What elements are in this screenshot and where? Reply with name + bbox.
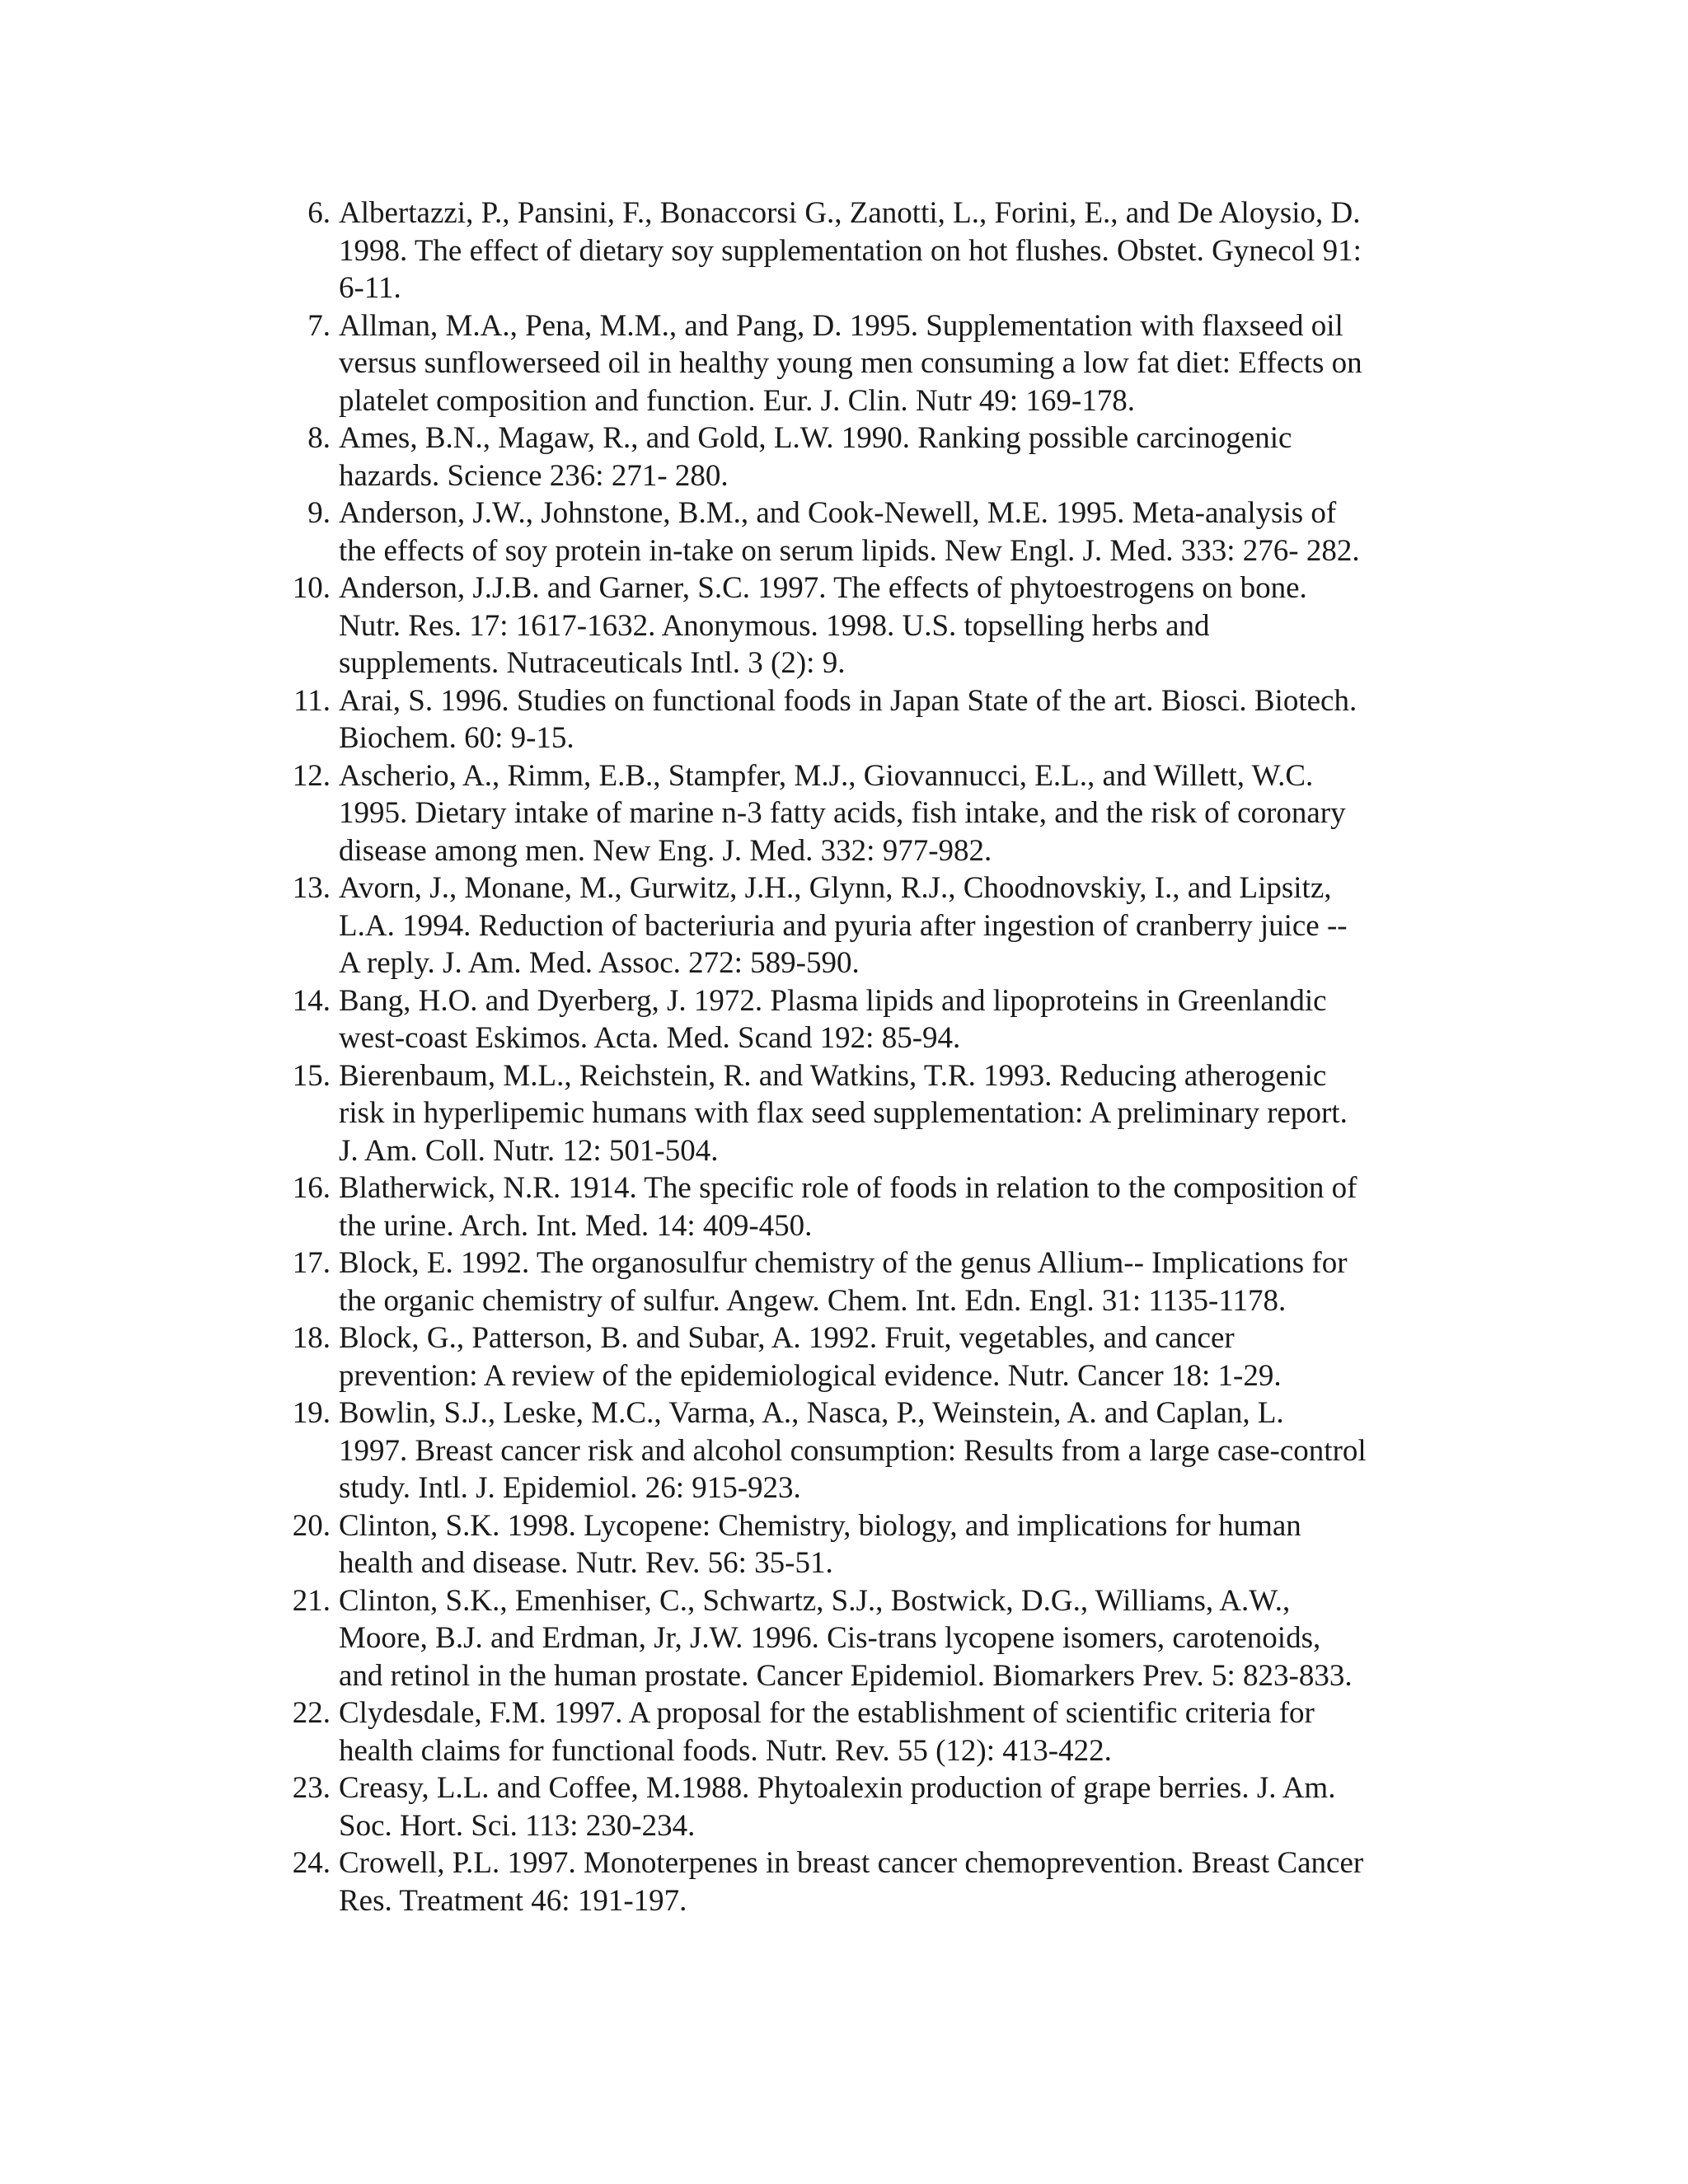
reference-item [274, 569, 1438, 682]
reference-number: 15. [292, 1058, 331, 1093]
reference-line: study. Intl. J. Epidemiol. 26: 915-923. [339, 1471, 801, 1505]
reference-line: 6-11. [339, 271, 401, 305]
reference-number: 20. [292, 1508, 331, 1543]
reference-list [274, 194, 1438, 1919]
reference-line: J. Am. Coll. Nutr. 12: 501-504. [339, 1133, 719, 1168]
reference-text [339, 1169, 1438, 1244]
reference-number: 11. [293, 683, 331, 718]
reference-text [339, 869, 1438, 982]
reference-line: hazards. Science 236: 271- 280. [339, 458, 729, 493]
reference-item [274, 1394, 1438, 1507]
reference-text [339, 682, 1438, 757]
reference-number: 12. [292, 758, 331, 793]
reference-text [339, 307, 1438, 420]
reference-line: Nutr. Res. 17: 1617-1632. Anonymous. 1998. U.S. topselling herbs and [339, 608, 1210, 643]
reference-line: Ascherio, A., Rimm, E.B., Stampfer, M.J., Giovannucci, E.L., and Willett, W.C. [339, 758, 1314, 793]
reference-item [274, 757, 1438, 870]
reference-line: Allman, M.A., Pena, M.M., and Pang, D. 1995. Supplementation with flaxseed oil [339, 308, 1343, 343]
reference-line: Bierenbaum, M.L., Reichstein, R. and Watkins, T.R. 1993. Reducing atherogenic [339, 1058, 1327, 1093]
reference-number: 23. [292, 1771, 331, 1805]
reference-item [274, 194, 1438, 307]
reference-item [274, 1844, 1438, 1919]
reference-item [274, 1244, 1438, 1319]
reference-item [274, 982, 1438, 1057]
reference-line: Anderson, J.W., Johnstone, B.M., and Cook-Newell, M.E. 1995. Meta-analysis of [339, 496, 1337, 530]
reference-text [339, 419, 1438, 494]
reference-line: Soc. Hort. Sci. 113: 230-234. [339, 1808, 696, 1843]
reference-text [339, 1057, 1438, 1170]
reference-line: Blatherwick, N.R. 1914. The specific role of foods in relation to the composition of [339, 1171, 1357, 1205]
reference-line: Arai, S. 1996. Studies on functional foods in Japan State of the art. Biosci. Biotech. [339, 683, 1357, 718]
reference-item [274, 1057, 1438, 1170]
reference-number: 6. [307, 196, 331, 230]
reference-text [339, 757, 1438, 870]
reference-line: health claims for functional foods. Nutr. Rev. 55 (12): 413-422. [339, 1733, 1112, 1768]
reference-line: A reply. J. Am. Med. Assoc. 272: 589-590. [339, 946, 860, 980]
reference-line: versus sunflowerseed oil in healthy young men consuming a low fat diet: Effects on [339, 346, 1362, 380]
reference-item [274, 1507, 1438, 1582]
reference-line: the organic chemistry of sulfur. Angew. Chem. Int. Edn. Engl. 31: 1135-1178. [339, 1283, 1287, 1318]
reference-text [339, 1582, 1438, 1695]
reference-line: Clinton, S.K., Emenhiser, C., Schwartz, S.J., Bostwick, D.G., Williams, A.W., [339, 1583, 1291, 1618]
reference-line: Clinton, S.K. 1998. Lycopene: Chemistry, biology, and implications for human [339, 1508, 1301, 1543]
reference-number: 13. [292, 871, 331, 905]
reference-item [274, 494, 1438, 569]
reference-line: the urine. Arch. Int. Med. 14: 409-450. [339, 1208, 813, 1243]
reference-item [274, 1769, 1438, 1844]
reference-line: risk in hyperlipemic humans with flax seed supplementation: A preliminary report. [339, 1096, 1348, 1130]
reference-line: Anderson, J.J.B. and Garner, S.C. 1997. The effects of phytoestrogens on bone. [339, 571, 1307, 605]
reference-line: health and disease. Nutr. Rev. 56: 35-51. [339, 1546, 833, 1580]
reference-text [339, 982, 1438, 1057]
reference-line: disease among men. New Eng. J. Med. 332: 977-982. [339, 833, 992, 868]
reference-text [339, 569, 1438, 682]
reference-number: 24. [292, 1846, 331, 1880]
reference-line: Bang, H.O. and Dyerberg, J. 1972. Plasma lipids and lipoproteins in Greenlandic [339, 983, 1327, 1018]
reference-line: Ames, B.N., Magaw, R., and Gold, L.W. 1990. Ranking possible carcinogenic [339, 421, 1292, 455]
reference-number: 16. [292, 1171, 331, 1205]
reference-line: west-coast Eskimos. Acta. Med. Scand 192: 85-94. [339, 1021, 961, 1055]
reference-line: L.A. 1994. Reduction of bacteriuria and pyuria after ingestion of cranberry juice -- [339, 908, 1348, 943]
reference-line: Moore, B.J. and Erdman, Jr, J.W. 1996. Cis-trans lycopene isomers, carotenoids, [339, 1621, 1321, 1655]
reference-text [339, 194, 1438, 307]
reference-text [339, 1507, 1438, 1582]
reference-number: 21. [292, 1583, 331, 1618]
reference-line: Creasy, L.L. and Coffee, M.1988. Phytoalexin production of grape berries. J. Am. [339, 1771, 1336, 1805]
reference-item [274, 869, 1438, 982]
reference-item [274, 1169, 1438, 1244]
reference-line: Biochem. 60: 9-15. [339, 721, 574, 755]
reference-item [274, 1694, 1438, 1769]
reference-line: Albertazzi, P., Pansini, F., Bonaccorsi G., Zanotti, L., Forini, E., and De Aloysio, D. [339, 196, 1361, 230]
reference-line: 1998. The effect of dietary soy supplementation on hot flushes. Obstet. Gynecol 91: [339, 233, 1362, 268]
reference-text [339, 1394, 1438, 1507]
reference-text [339, 1319, 1438, 1394]
reference-number: 8. [307, 421, 331, 455]
reference-number: 14. [292, 983, 331, 1018]
reference-number: 19. [292, 1396, 331, 1430]
reference-item [274, 307, 1438, 420]
reference-text [339, 494, 1438, 569]
reference-item [274, 682, 1438, 757]
reference-text [339, 1244, 1438, 1319]
reference-text [339, 1694, 1438, 1769]
reference-line: Block, E. 1992. The organosulfur chemistry of the genus Allium-- Implications for [339, 1246, 1348, 1280]
reference-number: 17. [292, 1246, 331, 1280]
reference-text [339, 1844, 1438, 1919]
reference-number: 7. [307, 308, 331, 343]
reference-number: 22. [292, 1696, 331, 1730]
reference-item [274, 1319, 1438, 1394]
reference-number: 9. [307, 496, 331, 530]
reference-line: supplements. Nutraceuticals Intl. 3 (2): 9. [339, 646, 846, 680]
reference-item [274, 419, 1438, 494]
reference-line: Block, G., Patterson, B. and Subar, A. 1992. Fruit, vegetables, and cancer [339, 1321, 1235, 1355]
reference-line: Res. Treatment 46: 191-197. [339, 1883, 687, 1918]
reference-line: Clydesdale, F.M. 1997. A proposal for the establishment of scientific criteria for [339, 1696, 1315, 1730]
reference-text [339, 1769, 1438, 1844]
reference-number: 10. [292, 571, 331, 605]
reference-line: the effects of soy protein in-take on serum lipids. New Engl. J. Med. 333: 276- 282. [339, 533, 1360, 568]
reference-line: 1997. Breast cancer risk and alcohol consumption: Results from a large case-control [339, 1433, 1367, 1468]
reference-line: Avorn, J., Monane, M., Gurwitz, J.H., Glynn, R.J., Choodnovskiy, I., and Lipsitz, [339, 871, 1332, 905]
reference-number: 18. [292, 1321, 331, 1355]
reference-line: platelet composition and function. Eur. J. Clin. Nutr 49: 169-178. [339, 383, 1135, 418]
reference-line: prevention: A review of the epidemiological evidence. Nutr. Cancer 18: 1-29. [339, 1358, 1282, 1393]
reference-item [274, 1582, 1438, 1695]
reference-line: Bowlin, S.J., Leske, M.C., Varma, A., Nasca, P., Weinstein, A. and Caplan, L. [339, 1396, 1284, 1430]
reference-line: and retinol in the human prostate. Cancer Epidemiol. Biomarkers Prev. 5: 823-833. [339, 1658, 1353, 1693]
reference-line: Crowell, P.L. 1997. Monoterpenes in breast cancer chemoprevention. Breast Cancer [339, 1846, 1364, 1880]
reference-line: 1995. Dietary intake of marine n-3 fatty acids, fish intake, and the risk of coronary [339, 796, 1346, 830]
